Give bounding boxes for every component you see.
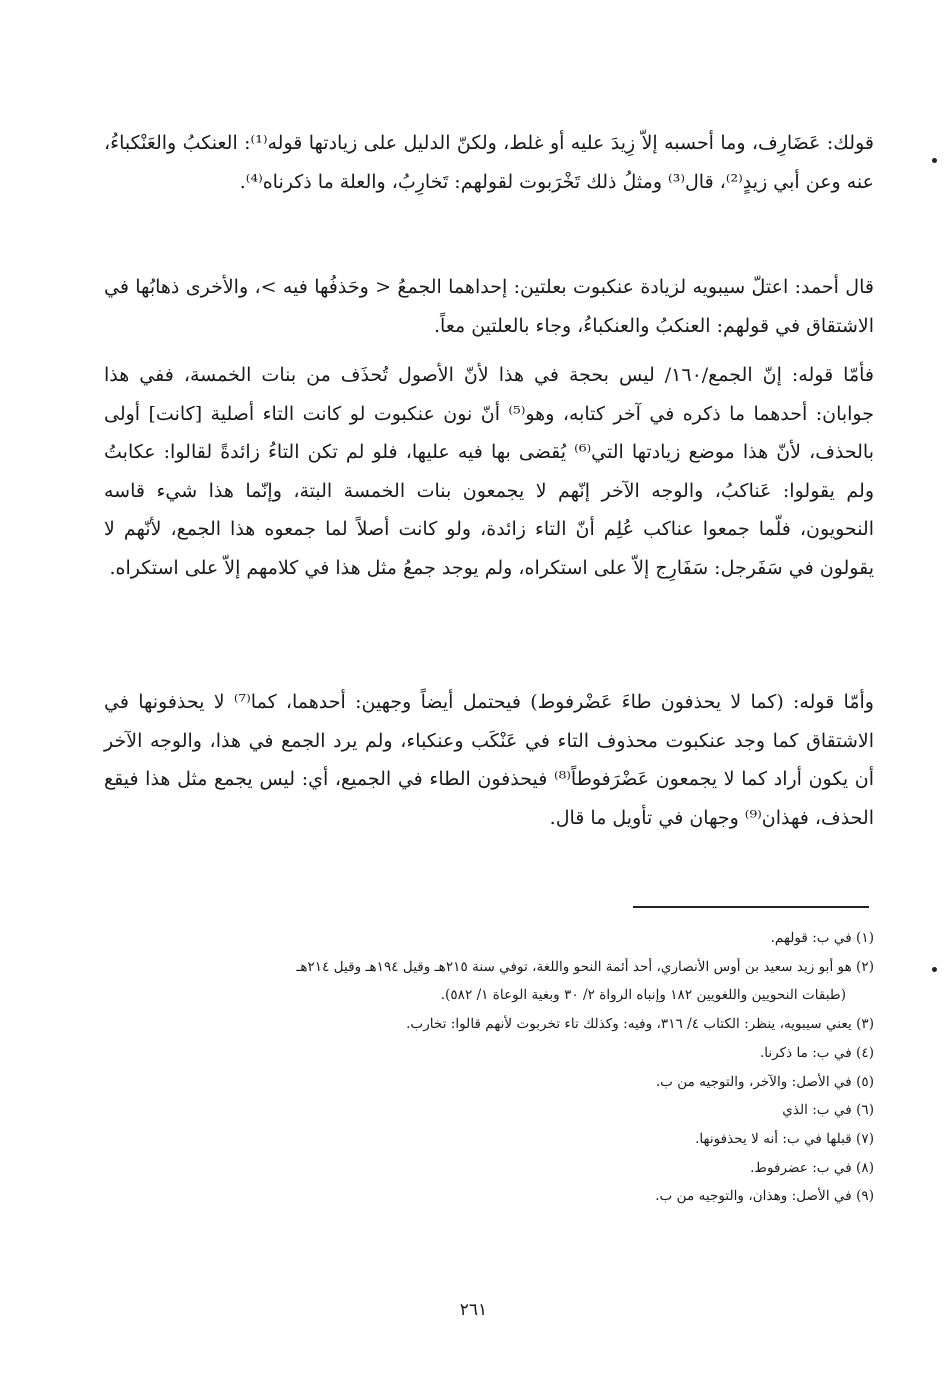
- footnote: [114, 953, 874, 1010]
- footnote: [114, 924, 874, 953]
- footnotes-list: [114, 924, 874, 1211]
- footnote: [114, 1125, 874, 1154]
- footnote: [114, 1154, 874, 1183]
- footnote-text: (٨) في ب: عضرفوط.: [750, 1159, 874, 1176]
- footnote: [114, 1010, 874, 1039]
- paragraph-1: قولك: عَضَارِف، وما أحسبه إلاّ زِيدَ عليه أو غلط، ولكنّ الدليل على زيادتها قوله⁽¹⁾: العنكبُ والعَنْكباءُ، عنه وعن أبي زيدٍ⁽²⁾، قال⁽³⁾ ومثلُ ذلك تَخْرَبوت لقولهم: تَخارِبُ، والعلة ما ذكرناه⁽⁴⁾.: [104, 132, 874, 193]
- footnote: [114, 1182, 874, 1211]
- paragraph-3: فأمّا قوله: إنّ الجمع/١٦٠/ ليس بحجة في هذا لأنّ الأصول تُحذَف من بنات الخمسة، ففي هذا جوابان: أحدهما ما ذكره في آخر كتابه، وهو⁽⁵⁾ أنّ نون عنكبوت لو كانت التاء أصلية [كانت] أولى بالحذف، لأنّ هذا موضع زيادتها التي⁽⁶⁾ يُقضى بها فيه عليها، فلو لم تكن التاءُ زائدةً لقالوا: عكابتُ ولم يقولوا: عَناكبُ، والوجه الآخر إنّهم لا يجمعون بنات الخمسة البتة، وإنّما هذا شيء قاسه النحويون، فلّما جمعوا عناكب عُلِم أنّ التاء زائدة، ولو كانت أصلاً لما جمعوه هذا الجمع، لأنّهم لا يقولون في سَفَرجل: سَفَارِج إلاّ على استكراه، ولم يوجد جمعُ مثل هذا في كلامهم إلاّ على استكراه.: [104, 364, 875, 579]
- footnote-text: (٢) هو أبو زيد سعيد بن أوس الأنصاري، أحد أئمة النحو واللغة، توفي سنة ٢١٥هـ وقيل ١٩٤هـ وقيل ٢١٤هـ: [296, 958, 874, 975]
- footnote: [114, 1096, 874, 1125]
- footnote-text: (٧) قبلها في ب: أنه لا يحذفونها.: [695, 1130, 874, 1147]
- footnote-text: (٥) في الأصل: والآخر، والتوجيه من ب.: [655, 1073, 874, 1090]
- footnote: [114, 1068, 874, 1097]
- footnote: [114, 1039, 874, 1068]
- page-number: ٢٦١: [459, 1300, 488, 1320]
- margin-dot: [932, 967, 937, 972]
- paragraph-4: وأمّا قوله: (كما لا يحذفون طاءَ عَضْرفوط) فيحتمل أيضاً وجهين: أحدهما، كما⁽⁷⁾ لا يحذفونها في الاشتقاق كما وجد عنكبوت محذوف التاء في عَنْكَب وعنكباء، ولم يرد الجمع في هذا، والوجه الآخر أن يكون أراد كما لا يجمعون عَضْرَفوطاً⁽⁸⁾ فيحذفون الطاء في الجميع، أي: ليس يجمع مثل هذا فيقع الحذف، فهذان⁽⁹⁾ وجهان في تأويل ما قال.: [104, 691, 874, 829]
- paragraph-2: قال أحمد: اعتلّ سيبويه لزيادة عنكبوت بعلتين: إحداهما الجمعُ < وحَذفُها فيه >، والأخرى ذهابُها في الاشتقاق في قولهم: العنكبُ والعنكباءُ، وجاء بالعلتين معاً.: [104, 276, 874, 337]
- footnote-text: (٦) في ب: الذي: [782, 1102, 874, 1119]
- margin-dot: [932, 158, 937, 163]
- footnote-continuation: (طبقات النحويين واللغويين ١٨٢ وإنباه الرواة ٢/ ٣٠ وبغية الوعاة ١/ ٥٨٢).: [440, 987, 846, 1004]
- footnote-text: (١) في ب: قولهم.: [770, 930, 874, 946]
- footnote-separator: [633, 906, 869, 908]
- footnote-text: (٣) يعني سيبويه، ينظر: الكتاب ٤/ ٣١٦، وفيه: وكذلك تاء تخربوت لأنهم قالوا: تخارب.: [406, 1016, 874, 1033]
- footnote-text: (٩) في الأصل: وهذان، والتوجيه من ب.: [655, 1188, 874, 1205]
- footnote-text: (٤) في ب: ما ذكرنا.: [759, 1044, 874, 1061]
